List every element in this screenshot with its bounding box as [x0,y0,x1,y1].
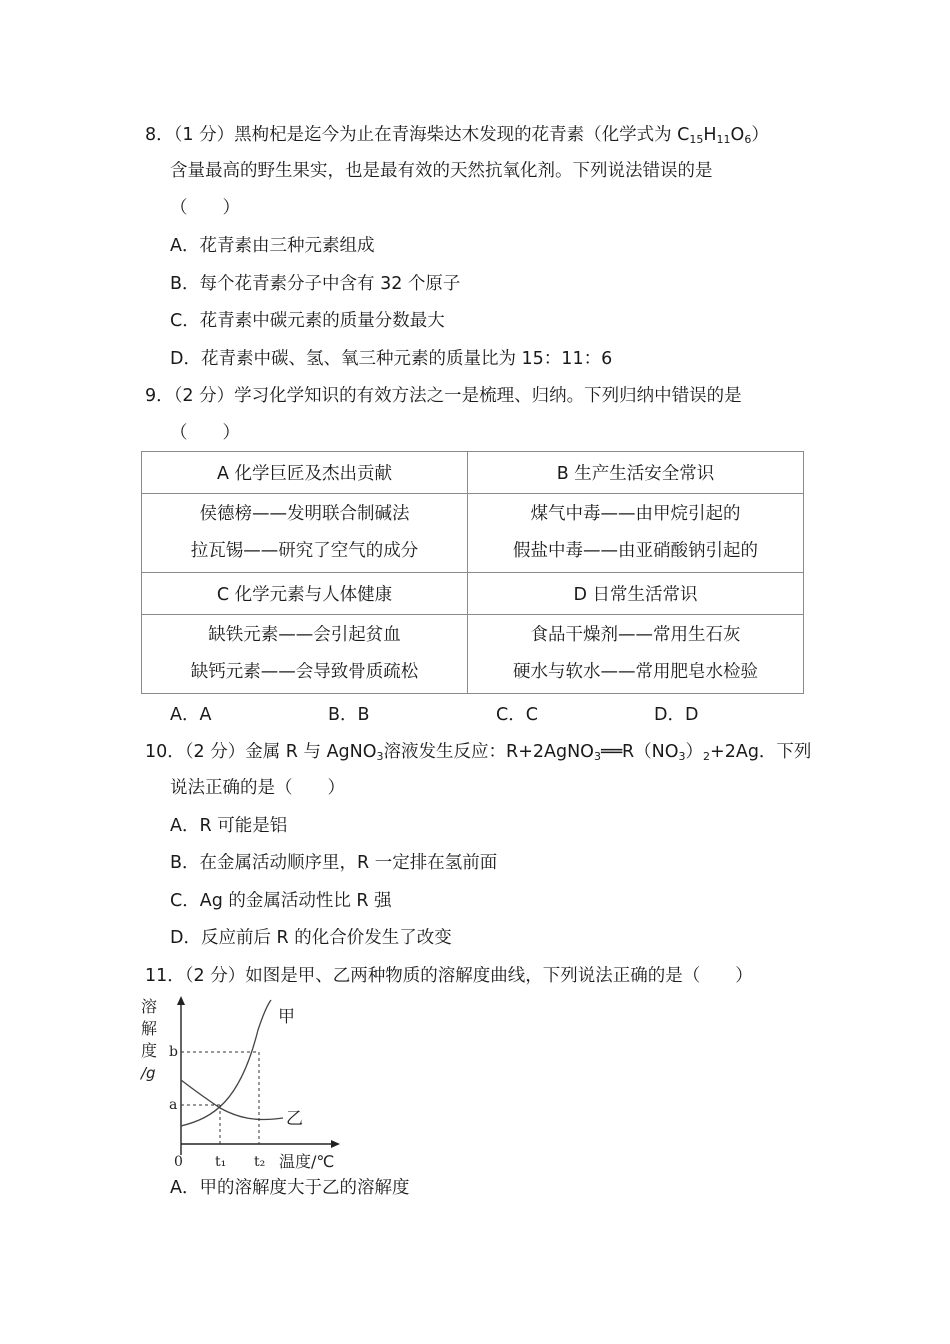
q8-stem-line2: 含量最高的野生果实，也是最有效的天然抗氧化剂。下列说法错误的是 [170,161,713,181]
q9-option-a: A．A [170,705,212,725]
ylabel-char-2: 解 [141,1019,158,1038]
q9-header-b: B 生产生活安全常识 [468,452,804,494]
xtick-t1: t₁ [215,1154,227,1170]
solubility-chart [138,990,353,1175]
q8-option-c: C．花青素中碳元素的质量分数最大 [170,311,445,331]
q9-header-d: D 日常生活常识 [468,573,804,615]
q8-option-a: A．花青素由三种元素组成 [170,236,375,256]
q9-number: 9． [145,386,174,406]
q9-header-a: A 化学巨匠及杰出贡献 [142,452,468,494]
q10-score: （2 分） [184,742,246,762]
q8-option-b: B．每个花青素分子中含有 32 个原子 [170,274,461,294]
q8-stem: 8．（1 分）黑枸杞是迄今为止在青海柴达木发现的花青素（化学式为 $C_{15}H_{11}O_6$） [145,125,769,146]
q10-option-b: B．在金属活动顺序里，R 一定排在氢前面 [170,853,498,873]
q10-stem-line2: 说法正确的是（ ） [170,778,345,798]
ylabel-char-4: /g [141,1064,156,1082]
q10-option-d: D．反应前后 R 的化合价发生了改变 [170,928,452,948]
q9-cell-b: 煤气中毒——由甲烷引起的 假盐中毒——由亚硝酸钠引起的 [468,494,804,573]
q9-cell-c: 缺铁元素——会引起贫血 缺钙元素——会导致骨质疏松 [142,615,468,694]
ytick-a: a [169,1097,178,1113]
ytick-b: b [169,1044,178,1060]
q11-stem: 11．（2 分）如图是甲、乙两种物质的溶解度曲线，下列说法正确的是（ ） [145,966,753,986]
q10-number: 10． [145,742,185,762]
y-axis-arrow [177,996,185,1005]
q9-stem: 9．（2 分）学习化学知识的有效方法之一是梳理、归纳。下列归纳中错误的是 [145,386,742,406]
series-label-jia: 甲 [278,1007,295,1027]
q10-option-a: A．R 可能是铝 [170,816,288,836]
q9-option-d: D．D [654,705,699,725]
q8-score: （1 分） [173,125,235,145]
q11-score: （2 分） [184,966,246,986]
q9-cell-a: 侯德榜——发明联合制碱法 拉瓦锡——研究了空气的成分 [142,494,468,573]
xtick-t2: t₂ [254,1154,266,1170]
origin-label: 0 [174,1154,183,1170]
ylabel-char-3: 度 [141,1041,158,1060]
q9-table [141,451,804,694]
q9-option-c: C．C [496,705,538,725]
x-axis-arrow [331,1140,340,1148]
curve-yi [181,1080,283,1120]
q9-score: （2 分） [173,386,235,406]
q9-cell-d: 食品干燥剂——常用生石灰 硬水与软水——常用肥皂水检验 [468,615,804,694]
series-label-yi: 乙 [286,1109,303,1129]
q8-option-d: D．花青素中碳、氢、氧三种元素的质量比为 15：11：6 [170,349,613,369]
q8-number: 8． [145,125,174,145]
q9-header-c: C 化学元素与人体健康 [142,573,468,615]
q9-option-b: B．B [328,705,370,725]
ylabel-char-1: 溶 [141,997,158,1016]
q9-answer-paren: （ ） [170,423,240,443]
curve-jia [181,1000,271,1126]
q10-option-c: C．Ag 的金属活动性比 R 强 [170,891,392,911]
q11-number: 11． [145,966,185,986]
q11-option-a: A．甲的溶解度大于乙的溶解度 [170,1178,410,1198]
q8-answer-paren: （ ） [170,198,240,218]
xlabel: 温度/℃ [279,1152,335,1171]
q10-stem: 10．（2 分）金属 R 与 AgNO$_3$溶液发生反应：$R+2AgNO_3══R(NO_3)_2+2Ag$．下列 [145,742,812,763]
